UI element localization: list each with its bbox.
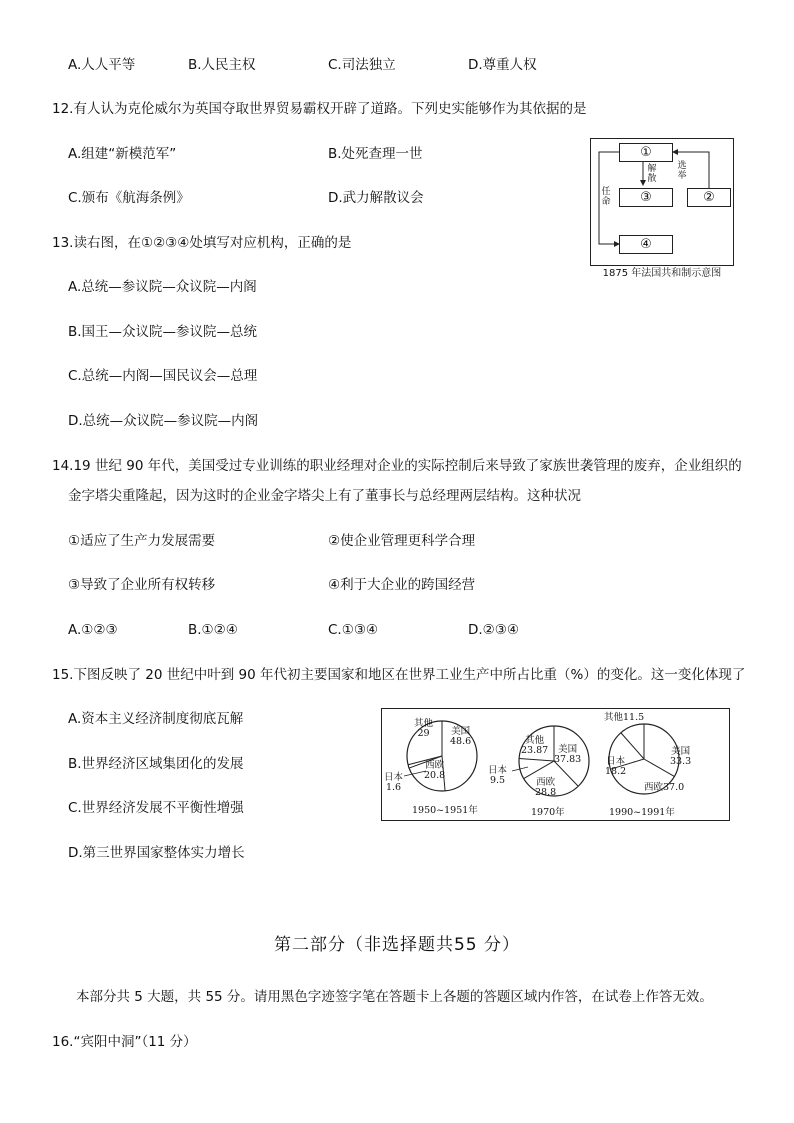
q12-stem: 12.有人认为克伦威尔为英国夺取世界贸易霸权开辟了道路。下列史实能够作为其依据的是 bbox=[52, 101, 587, 117]
box-1: ① bbox=[619, 143, 673, 162]
q14-item-2: ②使企业管理更科学合理 bbox=[328, 533, 476, 549]
q12-option-b: B.处死查理一世 bbox=[328, 146, 423, 162]
c1-jp-label: 日本 1.6 bbox=[384, 772, 404, 793]
c2-we-label: 西欧 28.8 bbox=[535, 777, 557, 798]
c2-other-label: 其他 23.87 bbox=[521, 735, 549, 756]
q12-option-d: D.武力解散议会 bbox=[328, 190, 424, 206]
q15-option-d: D.第三世界国家整体实力增长 bbox=[68, 845, 245, 861]
q15-stem: 15.下图反映了 20 世纪中叶到 90 年代初主要国家和地区在世界工业生产中所占比重（%）的变化。这一变化体现了 bbox=[52, 667, 746, 683]
q13-stem: 13.读右图，在①②③④处填写对应机构，正确的是 bbox=[52, 235, 352, 251]
q11-option-a: A.人人平等 bbox=[68, 57, 136, 73]
q16-title: 16.“宾阳中洞”（11 分） bbox=[52, 1034, 197, 1050]
q13-option-b: B.国王—众议院—参议院—总统 bbox=[68, 324, 258, 340]
q11-option-c: C.司法独立 bbox=[328, 57, 396, 73]
q14-stem-line2: 金字塔尖重隆起，因为这时的企业金字塔尖上有了董事长与总经理两层结构。这种状况 bbox=[68, 488, 581, 504]
q14-item-1: ①适应了生产力发展需要 bbox=[68, 533, 216, 549]
c1-we-label: 西欧 20.8 bbox=[424, 760, 446, 781]
q14-option-d: D.②③④ bbox=[468, 622, 519, 638]
q13-option-a: A.总统—参议院—众议院—内阁 bbox=[68, 279, 257, 295]
box-4: ④ bbox=[619, 235, 673, 254]
q15-pie-figure bbox=[381, 708, 730, 821]
label-jiesan: 解散 bbox=[647, 164, 657, 184]
q15-option-b: B.世界经济区域集团化的发展 bbox=[68, 756, 244, 772]
c3-other-label: 其他11.5 bbox=[604, 712, 645, 723]
q14-option-a: A.①②③ bbox=[68, 622, 118, 638]
q14-option-b: B.①②④ bbox=[188, 622, 238, 638]
c3-us-label: 美国 33.3 bbox=[670, 746, 692, 767]
c1-year: 1950~1951年 bbox=[412, 805, 478, 816]
q13-diagram-caption: 1875 年法国共和制示意图 bbox=[602, 268, 722, 279]
c2-year: 1970年 bbox=[531, 807, 565, 818]
box-3: ③ bbox=[619, 188, 673, 207]
c3-year: 1990~1991年 bbox=[609, 807, 675, 818]
q13-option-c: C.总统—内阁—国民议会—总理 bbox=[68, 368, 258, 384]
label-xuanju: 选举 bbox=[677, 161, 687, 181]
q12-option-c: C.颁布《航海条例》 bbox=[68, 190, 190, 206]
q15-option-c: C.世界经济发展不平衡性增强 bbox=[68, 800, 244, 816]
label-renming: 任命 bbox=[601, 187, 611, 207]
q14-option-c: C.①③④ bbox=[328, 622, 379, 638]
q14-item-3: ③导致了企业所有权转移 bbox=[68, 577, 216, 593]
q13-diagram bbox=[590, 138, 734, 266]
q13-option-d: D.总统—众议院—参议院—内阁 bbox=[68, 413, 259, 429]
q14-stem-line1: 14.19 世纪 90 年代，美国受过专业训练的职业经理对企业的实际控制后来导致了家族世袭管理的废弃，企业组织的 bbox=[52, 458, 742, 474]
c3-we-label: 西欧37.0 bbox=[644, 782, 685, 793]
q11-option-d: D.尊重人权 bbox=[468, 57, 537, 73]
c2-us-label: 美国 37.83 bbox=[554, 744, 582, 765]
c3-jp-label: 日本 18.2 bbox=[605, 756, 627, 777]
c1-other-label: 其他 29 bbox=[414, 718, 434, 739]
box-2: ② bbox=[687, 188, 731, 207]
c1-us-label: 美国 48.6 bbox=[450, 726, 472, 747]
part2-title: 第二部分（非选择题共55 分） bbox=[273, 935, 521, 955]
q12-option-a: A.组建“新模范军” bbox=[68, 146, 177, 162]
q15-option-a: A.资本主义经济制度彻底瓦解 bbox=[68, 711, 244, 727]
c2-jp-label: 日本 9.5 bbox=[488, 765, 508, 786]
q11-option-b: B.人民主权 bbox=[188, 57, 256, 73]
part2-instruction: 本部分共 5 大题，共 55 分。请用黑色字迹签字笔在答题卡上各题的答题区域内作答，在试卷上作答无效。 bbox=[76, 989, 713, 1005]
q14-item-4: ④利于大企业的跨国经营 bbox=[328, 577, 476, 593]
